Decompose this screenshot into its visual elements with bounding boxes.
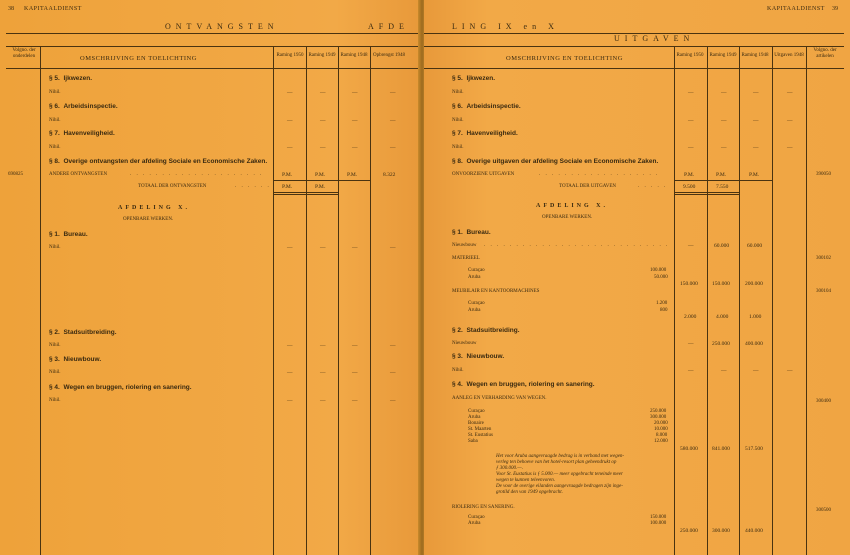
sum-rule <box>674 194 739 195</box>
dash: — <box>320 370 326 376</box>
nihil: Nihil. <box>452 368 464 373</box>
mat-r1949: 150.000 <box>712 281 730 287</box>
note-line: grotild den van 1949 opgebracht. <box>496 490 563 495</box>
rule <box>424 68 844 69</box>
dash: — <box>787 145 793 151</box>
weg-r1949: 841.000 <box>712 446 730 452</box>
leader-dots: . . . . . . . . . . . . . . . . . . . . . . . . . . . . . <box>484 243 670 248</box>
dash: — <box>753 145 759 151</box>
stad-r1949: 250.000 <box>712 341 730 347</box>
sum-rule <box>273 194 338 195</box>
weg-line-name: Curaçao <box>468 409 485 414</box>
col-divider <box>674 46 675 555</box>
dash: — <box>287 370 293 376</box>
mat-r1948: 200.000 <box>745 281 763 287</box>
stad-r1948: 400.000 <box>745 341 763 347</box>
dash: — <box>352 245 358 251</box>
weg-line-name: Bonaire <box>468 421 484 426</box>
section-5: § 5. Ijkwezen. <box>49 75 93 82</box>
dash: — <box>390 398 396 404</box>
page-number: 39 <box>832 6 838 12</box>
riolering-label: RIOLERING EN SANERING. <box>452 505 515 510</box>
weg-line-name: Aruba <box>468 415 481 420</box>
meub-line-name: Aruba <box>468 308 481 313</box>
dash: — <box>320 118 326 124</box>
dash: — <box>287 145 293 151</box>
col-header-volgno: Volgno. der artikelen <box>813 48 837 59</box>
totaal-label: TOTAAL DER UITGAVEN <box>559 184 617 189</box>
section-3: § 3. Nieuwbouw. <box>452 353 505 360</box>
totaal-r1949: P.M. <box>315 184 326 190</box>
weg-line-value: 12.000 <box>654 439 668 444</box>
dash: — <box>390 343 396 349</box>
dash: — <box>753 368 759 374</box>
nieuwbouw-r1948: 60.000 <box>747 243 763 249</box>
afdeling-title: AFDELING X. <box>536 203 609 209</box>
col-divider <box>707 46 708 555</box>
mat-line-name: Aruba <box>468 275 481 280</box>
riol-r1949: 300.000 <box>712 528 730 534</box>
nihil: Nihil. <box>49 245 61 250</box>
weg-line-value: 250.000 <box>650 409 667 414</box>
right-page <box>424 0 850 555</box>
section-2: § 2. Stadsuitbreiding. <box>452 327 520 334</box>
col-header-omschrijving: OMSCHRIJVING EN TOELICHTING <box>506 55 623 62</box>
nieuwbouw-label: Nieuwbouw <box>452 243 477 248</box>
andere-label: ANDERE ONTVANGSTEN <box>49 172 108 177</box>
page-number: 38 <box>8 6 14 12</box>
running-head: KAPITAALDIENST <box>767 6 825 12</box>
onv-r1949: P.M. <box>716 172 727 178</box>
col-divider <box>273 46 274 555</box>
dash: — <box>753 118 759 124</box>
onvoorziene-label: ONVOORZIENE UITGAVEN <box>452 172 515 177</box>
rule <box>424 33 844 34</box>
nihil: Nihil. <box>49 118 61 123</box>
nihil: Nihil. <box>452 118 464 123</box>
leader-dots: . . . . . <box>638 184 668 189</box>
dash: — <box>688 341 694 347</box>
dash: — <box>390 90 396 96</box>
dash: — <box>390 145 396 151</box>
dash: — <box>688 243 694 249</box>
nihil: Nihil. <box>452 145 464 150</box>
section-1: § 1. Bureau. <box>452 229 491 236</box>
col-divider <box>338 46 339 555</box>
meub-r1950: 2.000 <box>684 314 697 320</box>
dash: — <box>787 118 793 124</box>
aanleg-label: AANLEG EN VERHARDING VAN WEGEN. <box>452 396 547 401</box>
riol-r1950: 250.000 <box>680 528 698 534</box>
col-divider <box>306 46 307 555</box>
andere-r1948: P.M. <box>347 172 358 178</box>
weg-line-value: 300.000 <box>650 415 667 420</box>
riol-line-name: Aruba <box>468 521 481 526</box>
dash: — <box>688 368 694 374</box>
mat-line-value: 50.000 <box>654 275 668 280</box>
dash: — <box>320 145 326 151</box>
section-4: § 4. Wegen en bruggen, riolering en sanering. <box>452 381 595 388</box>
riol-r1948: 440.000 <box>745 528 763 534</box>
andere-r1950: P.M. <box>282 172 293 178</box>
dash: — <box>721 118 727 124</box>
dash: — <box>352 370 358 376</box>
section-6: § 6. Arbeidsinspectie. <box>452 103 521 110</box>
col-divider <box>739 46 740 555</box>
dash: — <box>721 368 727 374</box>
dash: — <box>688 90 694 96</box>
weg-r1948: 517.500 <box>745 446 763 452</box>
meubilair-volgno: 300104 <box>816 289 831 294</box>
section-title: UITGAVEN <box>614 34 695 43</box>
materieel-label: MATERIEEL <box>452 256 480 261</box>
stad-sub: Nieuwbouw <box>452 341 477 346</box>
dash: — <box>390 370 396 376</box>
rule <box>424 46 844 47</box>
running-head: KAPITAALDIENST <box>24 6 82 12</box>
dash: — <box>287 245 293 251</box>
nihil: Nihil. <box>49 370 61 375</box>
col-header-raming-1948: Raming 1948 <box>340 53 368 58</box>
dash: — <box>390 118 396 124</box>
andere-r1949: P.M. <box>315 172 326 178</box>
rule <box>6 68 420 69</box>
dash: — <box>320 245 326 251</box>
mat-r1950: 150.000 <box>680 281 698 287</box>
meub-r1949: 4.000 <box>716 314 729 320</box>
afdeling-subtitle: OPENBARE WERKEN. <box>542 215 593 220</box>
aanleg-volgno: 300400 <box>816 399 831 404</box>
section-3: § 3. Nieuwbouw. <box>49 356 102 363</box>
section-6: § 6. Arbeidsinspectie. <box>49 103 118 110</box>
nihil: Nihil. <box>49 90 61 95</box>
riol-line-value: 150.000 <box>650 515 667 520</box>
leader-dots: . . . . . . . . . . . . . . . . . . . <box>539 172 660 177</box>
note-line: wegen te kunnen teleenvoren. <box>496 478 555 483</box>
rule <box>6 33 420 34</box>
dash: — <box>352 145 358 151</box>
weg-line-value: 8.000 <box>656 433 668 438</box>
note-line: De voor de overige eilanden aangevraagde bedragen zijn inge- <box>496 484 623 489</box>
dash: — <box>352 343 358 349</box>
dash: — <box>287 90 293 96</box>
meub-line-value: 1.200 <box>656 301 668 306</box>
sum-rule <box>273 180 370 181</box>
section-1: § 1. Bureau. <box>49 231 88 238</box>
onv-volgno: 390050 <box>816 172 831 177</box>
dash: — <box>721 90 727 96</box>
weg-r1950: 580.000 <box>680 446 698 452</box>
totaal-r1950: 9.500 <box>683 184 696 190</box>
mat-line-value: 100.000 <box>650 268 667 273</box>
note-line: Het voor Aruba aangevraagde bedrag is in verband met wegen- <box>496 454 625 459</box>
dash: — <box>787 90 793 96</box>
afdeling-title: AFDELING X. <box>118 205 191 211</box>
riol-line-value: 100.000 <box>650 521 667 526</box>
dash: — <box>287 118 293 124</box>
sum-rule <box>674 192 739 193</box>
leader-dots: . . . . . . <box>235 184 271 189</box>
dash: — <box>352 90 358 96</box>
dash: — <box>390 245 396 251</box>
note-line: verleg ten behoeve van het hotel-resort plan geheendrukt op <box>496 460 617 465</box>
leader-dots: . . . . . . . . . . . . . . . . . . . . . <box>130 172 264 177</box>
section-7: § 7. Havenveiligheid. <box>452 130 518 137</box>
nihil: Nihil. <box>452 90 464 95</box>
sum-rule <box>273 192 338 193</box>
section-2: § 2. Stadsuitbreiding. <box>49 329 117 336</box>
meub-line-name: Curaçao <box>468 301 485 306</box>
riolering-volgno: 300500 <box>816 508 831 513</box>
split-title: AFDE <box>368 22 409 31</box>
col-header-raming-1949: Raming 1949 <box>709 53 737 58</box>
dash: — <box>320 90 326 96</box>
nihil: Nihil. <box>49 398 61 403</box>
nihil: Nihil. <box>49 343 61 348</box>
dash: — <box>352 398 358 404</box>
totaal-r1949: 7.550 <box>716 184 729 190</box>
dash: — <box>287 343 293 349</box>
riol-line-name: Curaçao <box>468 515 485 520</box>
dash: — <box>352 118 358 124</box>
andere-opbrengst: 8.322 <box>383 172 396 178</box>
weg-line-name: St. Eustatius <box>468 433 494 438</box>
dash: — <box>688 145 694 151</box>
col-header-raming-1950: Raming 1950 <box>276 53 304 58</box>
materieel-volgno: 300102 <box>816 256 831 261</box>
dash: — <box>721 145 727 151</box>
note-line: Voor St. Eustatius is ƒ 5.000.— meer opgebracht teneinde meer <box>496 472 623 477</box>
section-8: § 8. Overige uitgaven der afdeling Sociale en Economische Zaken. <box>452 158 659 165</box>
meub-line-value: 800 <box>660 308 668 313</box>
left-page <box>0 0 420 555</box>
col-header-opbrengst-1948: Opbrengst 1948 <box>372 53 406 58</box>
note-line: ƒ 300.000.—. <box>496 466 523 471</box>
weg-line-value: 10.000 <box>654 427 668 432</box>
col-header-uitgaven-1948: Uitgaven 1948 <box>774 53 804 58</box>
dash: — <box>320 398 326 404</box>
col-divider <box>772 46 773 555</box>
col-header-raming-1948: Raming 1948 <box>741 53 769 58</box>
col-header-raming-1950: Raming 1950 <box>676 53 704 58</box>
col-divider <box>370 46 371 555</box>
sum-rule <box>674 180 772 181</box>
onv-r1950: P.M. <box>684 172 695 178</box>
col-divider <box>806 46 807 555</box>
col-header-volgno: Volgno. der onderdelen <box>12 48 36 59</box>
col-header-omschrijving: OMSCHRIJVING EN TOELICHTING <box>80 55 197 62</box>
nieuwbouw-r1949: 60.000 <box>714 243 730 249</box>
totaal-label: TOTAAL DER ONTVANGSTEN <box>138 184 207 189</box>
onv-r1948: P.M. <box>749 172 760 178</box>
section-4: § 4. Wegen en bruggen, riolering en sanering. <box>49 384 192 391</box>
afdeling-subtitle: OPENBARE WERKEN. <box>123 217 174 222</box>
dash: — <box>287 398 293 404</box>
rule <box>6 46 420 47</box>
section-5: § 5. Ijkwezen. <box>452 75 496 82</box>
dash: — <box>753 90 759 96</box>
weg-line-name: Saba <box>468 439 478 444</box>
dash: — <box>787 368 793 374</box>
totaal-r1950: P.M. <box>282 184 293 190</box>
weg-line-name: St. Maarten <box>468 427 492 432</box>
dash: — <box>320 343 326 349</box>
section-7: § 7. Havenveiligheid. <box>49 130 115 137</box>
nihil: Nihil. <box>49 145 61 150</box>
col-divider <box>40 46 41 555</box>
weg-line-value: 20.000 <box>654 421 668 426</box>
dash: — <box>688 118 694 124</box>
meubilair-label: MEUBILAIR EN KANTOORMACHINES <box>452 289 540 294</box>
split-title: LING IX en X <box>452 22 559 31</box>
mat-line-name: Curaçao <box>468 268 485 273</box>
andere-volgno: 690825 <box>8 172 23 177</box>
meub-r1948: 1.000 <box>749 314 762 320</box>
col-header-raming-1949: Raming 1949 <box>308 53 336 58</box>
section-8: § 8. Overige ontvangsten der afdeling Sociale en Economische Zaken. <box>49 158 268 165</box>
section-title: ONTVANGSTEN <box>165 22 279 31</box>
